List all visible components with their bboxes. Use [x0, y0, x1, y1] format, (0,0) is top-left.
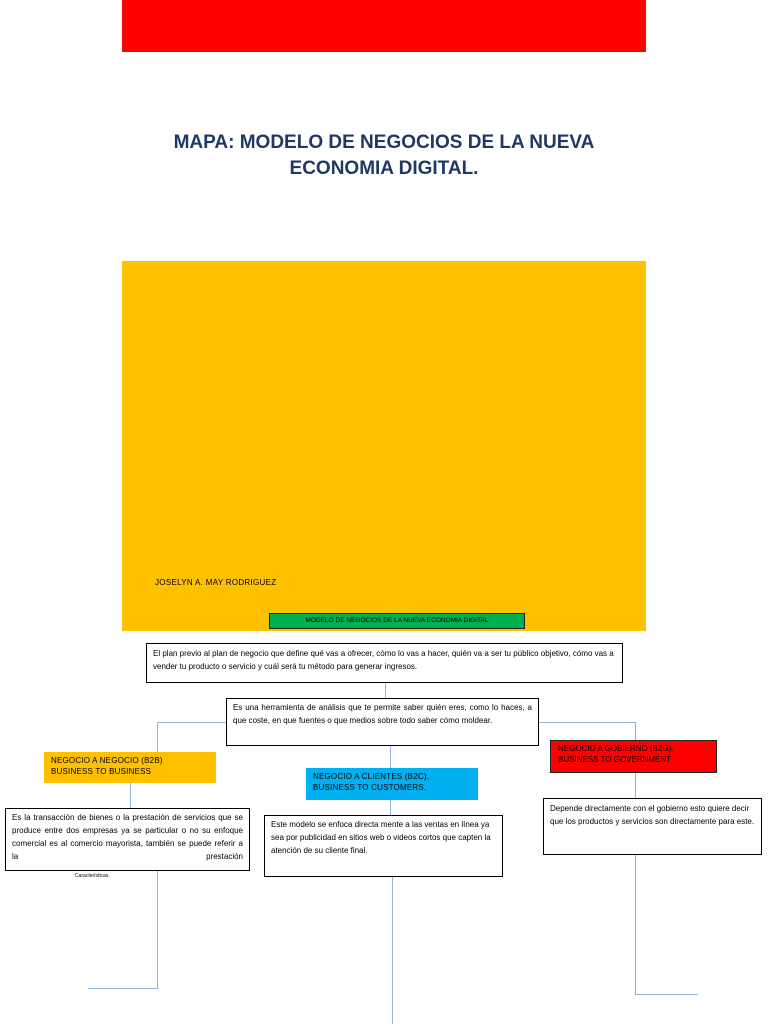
b2g-label-line-1: NEGOCIO A GOBIERNO (B2G).	[558, 744, 674, 753]
connector-line	[539, 722, 635, 723]
connector-line	[390, 800, 391, 815]
author-name: JOSELYN A. MAY RODRIGUEZ	[155, 578, 277, 587]
connector-line	[392, 877, 393, 1024]
title-line-2: ECONOMIA DIGITAL.	[289, 158, 479, 179]
b2b-description-box: Es la transacción de bienes o la prestación de servicios que se produce entre dos empresas ya se particular o no su enfoque comercial es al comercio mayorista, también se puede referir a la prestación	[5, 808, 250, 871]
b2c-label-line-2: BUSINESS TO CUSTOMERS.	[313, 783, 427, 792]
definition-box: El plan previo al plan de negocio que define qué vas a ofrecer, cómo lo vas a hacer, quién va a ser tu público objetivo, cómo vas a vender tu producto o servicio y cuál será tu método para generar ingresos.	[146, 643, 623, 683]
b2g-label-line-2: BUSINESS TO GOVERNMENT	[558, 755, 672, 764]
connector-line	[390, 746, 391, 768]
b2c-description-box: Este modelo se enfoca directa mente a las ventas en línea ya sea por publicidad en sitios web o videos cortos que capten la atención de su cliente final.	[264, 815, 503, 877]
connector-line	[635, 722, 636, 740]
connector-line	[635, 773, 636, 798]
connector-line	[385, 683, 386, 698]
b2c-label	[306, 768, 478, 800]
connector-line	[157, 722, 158, 752]
connector-line	[88, 988, 158, 989]
map-title-box: MODELO DE NEGOCIOS DE LA NUEVA ECONOMIA DIGITAL	[269, 613, 525, 629]
connector-line	[130, 783, 131, 808]
document-title	[122, 130, 646, 182]
tool-description-box: Es una herramienta de análisis que te permite saber quién eres, como lo haces, a que coste, en que fuentes o que medios sobre todo saber cómo moldear.	[226, 698, 539, 746]
b2b-label-line-1: NEGOCIO A NEGOCIO (B2B)	[51, 756, 163, 765]
b2g-description-box: Depende directamente con el gobierno esto quiere decir que los productos y servicios son directamente para este.	[543, 798, 762, 855]
b2b-note: Características.	[75, 873, 110, 879]
connector-line	[635, 855, 636, 994]
b2b-label	[44, 752, 216, 783]
b2b-label-line-2: BUSINESS TO BUSINESS	[51, 767, 152, 776]
connector-line	[635, 994, 698, 995]
connector-line	[157, 722, 226, 723]
title-line-1: MAPA: MODELO DE NEGOCIOS DE LA NUEVA	[173, 132, 595, 153]
connector-line	[157, 871, 158, 988]
b2c-label-line-1: NEGOCIO A CLIENTES (B2C).	[313, 772, 430, 781]
b2g-label	[550, 740, 717, 773]
header-red-banner	[122, 0, 646, 52]
cover-block	[122, 261, 646, 631]
